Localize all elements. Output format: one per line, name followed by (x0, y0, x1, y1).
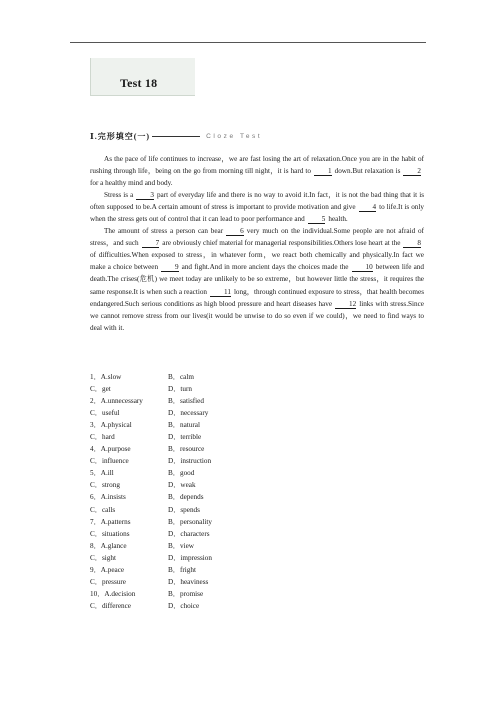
blank-3: 3 (136, 191, 154, 200)
option-left: C．sight (90, 553, 116, 562)
option-left: C．situations (90, 529, 130, 538)
passage-text: long，through continued exposure to stress，that health becomes endangered.Such serious conditions as high blood pressure and heart diseases have (90, 287, 424, 308)
option-row (90, 383, 212, 395)
option-right: D．necessary (168, 409, 209, 418)
option-right: B．calm (168, 373, 194, 381)
option-left: C．pressure (90, 577, 126, 586)
option-left: C．get (90, 385, 111, 394)
section-label-cn: Ⅰ.完形填空(一) (90, 132, 151, 141)
option-right: D．terrible (168, 433, 202, 442)
passage-text: of difficulties.When exposed to stress，in whatever form，we react both chemically and physically.In fact we make a choice between (90, 251, 424, 272)
option-right: D．weak (168, 481, 196, 490)
option-row (90, 407, 212, 419)
option-right: B．good (168, 469, 195, 478)
passage-text: links with stress.Since we cannot remove stress from our lives(it would be unwise to do so even if we could)，we need to find ways to deal with it. (90, 299, 424, 332)
option-row (90, 540, 212, 552)
option-right: D．characters (168, 529, 210, 538)
option-left: 5．A.ill (90, 469, 114, 478)
option-right: B．personality (168, 517, 212, 526)
option-row (90, 395, 212, 407)
passage-text: are obviously chief material for managerial responsibilities.Others lose heart at the (162, 239, 401, 248)
paragraph-3 (90, 225, 424, 333)
paragraph-2 (90, 189, 424, 225)
passage-text: part of everyday life and there is no way to avoid it.In fact，it is not the bad thing that it is often supposed to be.A certain amount of stress is important to provide motivation and give (90, 191, 425, 212)
passage-text: between life and death.The crises(危机) we meet today are unlikely to be so extreme，but however little the stress，it requires the same response.It is when such a reaction (90, 263, 424, 296)
blank-9: 9 (161, 263, 179, 272)
option-left: C．calls (90, 505, 116, 514)
option-left: 10．A.decision (90, 589, 136, 598)
passage-text: down.But relaxation is (334, 167, 401, 176)
option-right: D．heaviness (168, 577, 209, 586)
passage-text: very much on the individual.Some people are not afraid of stress，and such (90, 227, 425, 248)
option-row (90, 431, 212, 443)
section-label-en: Cloze Test (206, 133, 263, 140)
blank-7: 7 (142, 239, 160, 248)
option-row (90, 479, 212, 491)
option-left: 1．A.slow (90, 373, 122, 381)
option-right: D．instruction (168, 457, 212, 466)
option-right: D．impression (168, 553, 212, 562)
option-row (90, 419, 212, 431)
section-heading (90, 131, 262, 142)
option-right: D．spends (168, 505, 200, 514)
option-right: B．view (168, 541, 194, 550)
passage-text: for a healthy mind and body. (90, 179, 173, 188)
passage-text: to life.It is only when the stress gets out of control that it can lead to poor performance and (90, 203, 424, 224)
option-left: 3．A.physical (90, 421, 132, 430)
option-right: B．satisfied (168, 397, 204, 406)
blank-4: 4 (359, 203, 377, 212)
option-right: B．depends (168, 493, 204, 502)
option-right: B．resource (168, 445, 205, 454)
option-row (90, 600, 212, 612)
paragraph-1 (90, 153, 424, 189)
blank-2: 2 (403, 167, 421, 176)
option-row (90, 576, 212, 588)
section-divider (152, 136, 200, 137)
option-right: D．choice (168, 601, 200, 610)
option-left: C．strong (90, 481, 120, 490)
blank-6: 6 (226, 227, 244, 236)
option-left: C．useful (90, 409, 120, 418)
option-left: 8．A.glance (90, 541, 127, 550)
option-row (90, 588, 212, 600)
option-right: B．promise (168, 589, 204, 598)
page-title: Test 18 (120, 76, 158, 90)
blank-11: 11 (210, 288, 231, 297)
passage-text: As the pace of life continues to increase，we are fast losing the art of relaxation.Once you are in the habit of rushing through life，being on the go from morning till night，it is hard to (90, 155, 424, 176)
option-left: 7．A.patterns (90, 517, 131, 526)
blank-1: 1 (314, 167, 332, 176)
blank-10: 10 (352, 263, 373, 272)
cloze-passage (90, 153, 424, 334)
option-right: B．natural (168, 421, 200, 430)
blank-8: 8 (403, 239, 421, 248)
option-row (90, 455, 212, 467)
option-left: C．difference (90, 601, 131, 610)
option-row (90, 491, 212, 503)
option-row (90, 467, 212, 479)
option-row (90, 443, 212, 455)
option-left: 4．A.purpose (90, 445, 131, 454)
passage-text: and fight.And in more ancient days the choices made the (181, 263, 349, 272)
option-row (90, 504, 212, 516)
blank-12: 12 (335, 300, 356, 309)
option-row (90, 528, 212, 540)
passage-text: Stress is a (104, 191, 134, 200)
option-row (90, 552, 212, 564)
option-row (90, 564, 212, 576)
option-left: C．hard (90, 433, 115, 442)
option-left: C．influence (90, 457, 129, 466)
option-right: B．fright (168, 565, 196, 574)
option-row (90, 371, 212, 383)
option-left: 6．A.insists (90, 493, 126, 502)
option-right: D．turn (168, 385, 192, 394)
header-rule (70, 42, 426, 43)
option-left: 2．A.unnecessary (90, 397, 143, 406)
passage-text: health. (328, 215, 348, 224)
answer-options (90, 371, 212, 612)
blank-5: 5 (308, 215, 326, 224)
passage-text: The amount of stress a person can bear (104, 227, 224, 236)
option-row (90, 516, 212, 528)
option-left: 9．A.peace (90, 565, 125, 574)
